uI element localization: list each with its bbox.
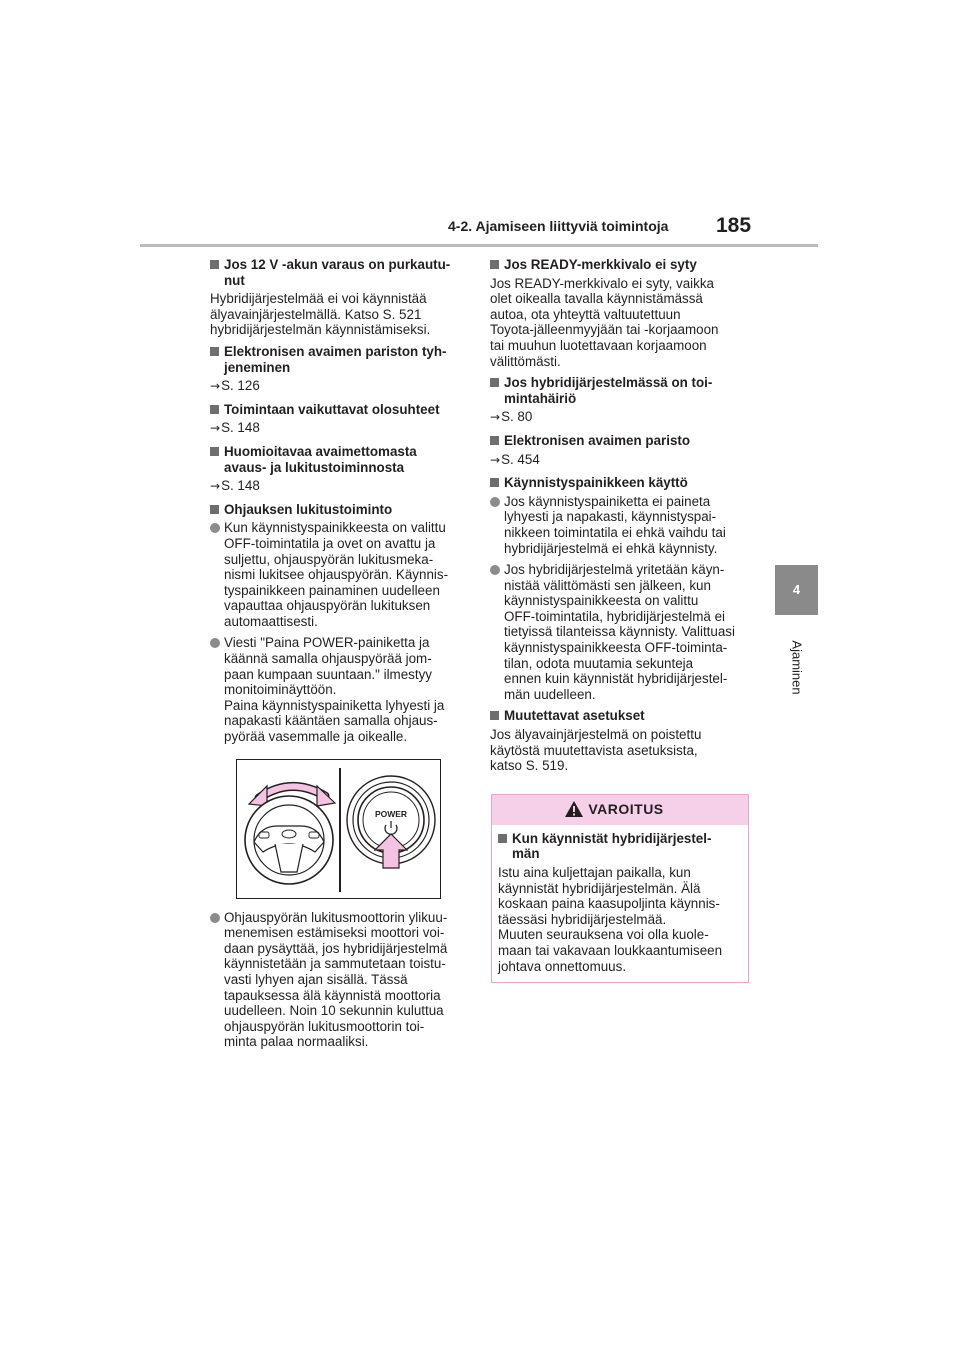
section-heading: Käynnistyspainikkeen käyttö bbox=[490, 475, 744, 491]
warning-triangle-icon bbox=[564, 800, 584, 818]
page-reference: →S. 126 bbox=[210, 378, 260, 394]
page-reference: →S. 148 bbox=[210, 478, 260, 494]
header-section-title: 4-2. Ajamiseen liittyviä toimintoja bbox=[448, 218, 669, 234]
steering-wheel-and-power-button-icon bbox=[237, 760, 440, 898]
warning-body bbox=[492, 825, 748, 982]
arrow-right-icon: → bbox=[210, 421, 221, 436]
page-reference: →S. 148 bbox=[210, 420, 260, 436]
warning-text: Istu aina kuljettajan paikalla, kun käynnistät hybridijärjestelmän. Älä koskaan paina kaasupoljinta käynnis- täessäsi hybridijärjestelmää. Muuten seurauksena voi olla kuole- maan tai vakavaan loukkaantumiseen johtava onnettomuus. bbox=[498, 865, 723, 974]
steering-lock-illustration bbox=[236, 759, 441, 899]
square-bullet-icon bbox=[498, 834, 507, 843]
square-bullet-icon bbox=[490, 436, 499, 445]
arrow-right-icon: → bbox=[490, 410, 501, 425]
square-bullet-icon bbox=[210, 505, 219, 514]
round-bullet-icon bbox=[210, 638, 220, 648]
square-bullet-icon bbox=[210, 347, 219, 356]
square-bullet-icon bbox=[490, 478, 499, 487]
page-number: 185 bbox=[716, 214, 752, 237]
warning-header bbox=[492, 795, 748, 825]
bullet-item: Jos käynnistyspainiketta ei paineta lyhyesti ja napakasti, käynnistyspai- nikkeen toimintatila ei ehkä vaihdu tai hybridijärjestelmä ei ehkä käynnisty. bbox=[490, 494, 744, 556]
bullet-item: Viesti "Paina POWER-painiketta ja käännä samalla ohjauspyörää jom- paan kumpaan suuntaan." ilmestyy monitoiminäyttöön. Paina käynnistyspainiketta lyhyesti ja napakasti kääntäen samalla ohjaus- pyörää vasemmalle ja oikealle. bbox=[210, 635, 464, 744]
round-bullet-icon bbox=[210, 523, 220, 533]
section-heading: Jos hybridijärjestelmässä on toi- mintahäiriö bbox=[490, 375, 744, 406]
section-heading: Muutettavat asetukset bbox=[490, 708, 744, 724]
page-reference: →S. 80 bbox=[490, 409, 533, 425]
round-bullet-icon bbox=[490, 497, 500, 507]
paragraph: Jos älyavainjärjestelmä on poistettu käytöstä muutettavista asetuksista, katso S. 519. bbox=[490, 727, 702, 774]
paragraph: Hybridijärjestelmää ei voi käynnistää älyavainjärjestelmällä. Katso S. 521 hybridijärjestelmän käynnistämiseksi. bbox=[210, 291, 431, 338]
chapter-tab: 4 bbox=[775, 565, 818, 615]
square-bullet-icon bbox=[210, 260, 219, 269]
right-column bbox=[490, 257, 744, 983]
round-bullet-icon bbox=[490, 565, 500, 575]
section-heading: Jos 12 V -akun varaus on purkautu- nut bbox=[210, 257, 464, 288]
section-heading: Elektronisen avaimen pariston tyh- jeneminen bbox=[210, 344, 464, 375]
arrow-right-icon: → bbox=[210, 479, 221, 494]
warning-box bbox=[491, 794, 749, 983]
header-rule bbox=[140, 244, 818, 247]
square-bullet-icon bbox=[490, 711, 499, 720]
section-heading: Ohjauksen lukitustoiminto bbox=[210, 502, 464, 518]
power-button-label: POWER bbox=[374, 808, 408, 819]
section-heading: Toimintaan vaikuttavat olosuhteet bbox=[210, 402, 464, 418]
warning-heading: Kun käynnistät hybridijärjestel- män bbox=[498, 831, 743, 862]
square-bullet-icon bbox=[210, 405, 219, 414]
left-column bbox=[210, 257, 464, 1056]
section-heading: Jos READY-merkkivalo ei syty bbox=[490, 257, 744, 273]
square-bullet-icon bbox=[490, 378, 499, 387]
round-bullet-icon bbox=[210, 913, 220, 923]
arrow-right-icon: → bbox=[210, 379, 221, 394]
chapter-label: Ajaminen bbox=[789, 640, 805, 695]
page-reference: →S. 454 bbox=[490, 451, 540, 467]
paragraph: Jos READY-merkkivalo ei syty, vaikka olet oikealla tavalla käynnistämässä autoa, ota yhteyttä valtuutettuun Toyota-jälleenmyyjään tai -korjaamoon tai muuhun luotettavaan korjaamoon välittömästi. bbox=[490, 275, 719, 369]
arrow-right-icon: → bbox=[490, 452, 501, 467]
bullet-item: Jos hybridijärjestelmä yritetään käyn- nistää välittömästi sen jälkeen, kun käynnistyspainikkeesta on valittu OFF-toimintatila, hybridijärjestelmä ei tietyissä tilanteissa käynnisty. Valittuasi käynnistyspainikkeesta OFF-toiminta- tilan, odota muutamia sekunteja ennen kuin käynnistät hybridijärjestel- män uudelleen. bbox=[490, 562, 744, 702]
warning-title: VAROITUS bbox=[588, 800, 664, 817]
section-heading: Huomioitavaa avaimettomasta avaus- ja lukitustoiminnosta bbox=[210, 444, 464, 475]
square-bullet-icon bbox=[210, 447, 219, 456]
square-bullet-icon bbox=[490, 260, 499, 269]
section-heading: Elektronisen avaimen paristo bbox=[490, 433, 744, 449]
bullet-item: Ohjauspyörän lukitusmoottorin ylikuu- menemisen estämiseksi moottori voi- daan pysäyttää, jos hybridijärjestelmä käynnistetään ja sammutetaan toistu- vasti lyhyen ajan sisällä. Tässä tapauksessa älä käynnistä moottoria uudelleen. Noin 10 sekunnin kuluttua ohjauspyörän lukitusmoottorin toi- minta palaa normaaliksi. bbox=[210, 910, 464, 1050]
bullet-item: Kun käynnistyspainikkeesta on valittu OFF-toimintatila ja ovet on avattu ja suljettu, ohjauspyörän lukitusmeka- nismi lukitsee ohjauspyörän. Käynnis- tyspainikkeen painaminen uudelleen vapauttaa ohjauspyörän lukituksen automaattisesti. bbox=[210, 520, 464, 629]
